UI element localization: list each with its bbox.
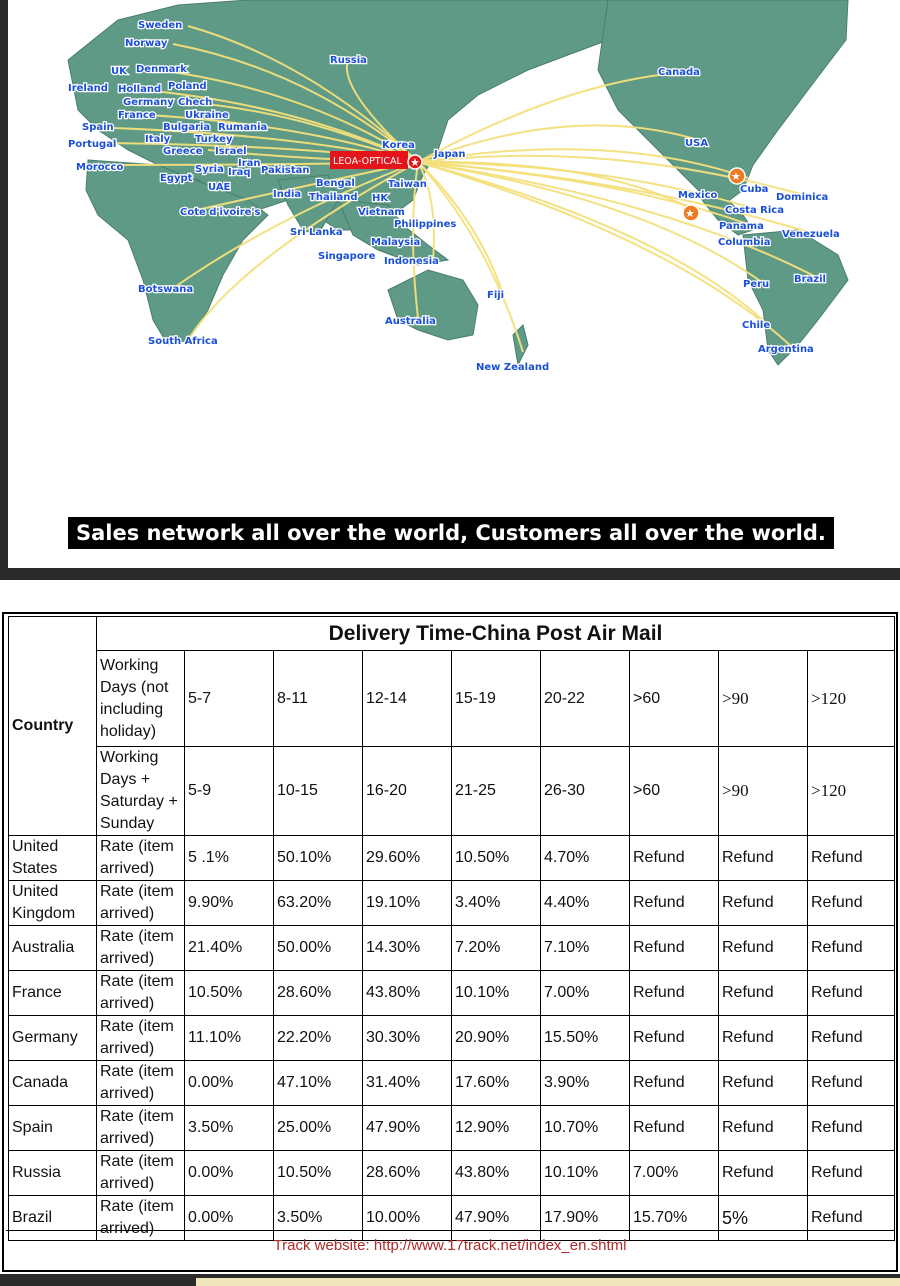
bottom-accent bbox=[196, 1278, 900, 1286]
rate-cell: 10.50% bbox=[185, 971, 274, 1016]
rate-cell: Refund bbox=[630, 926, 719, 971]
place-label: USA bbox=[685, 138, 709, 149]
rate-cell: Refund bbox=[719, 1106, 808, 1151]
rate-cell: 10.50% bbox=[274, 1151, 363, 1196]
warehouse-star-glyph: ★ bbox=[731, 170, 741, 183]
place-label: Pakistan bbox=[261, 165, 310, 176]
north-america-land bbox=[598, 0, 848, 205]
rate-cell: 50.00% bbox=[274, 926, 363, 971]
warehouse-star-glyph: ★ bbox=[685, 207, 695, 220]
place-label: Norway bbox=[125, 38, 168, 49]
place-label: Malaysia bbox=[371, 237, 421, 248]
right-margin bbox=[884, 0, 900, 568]
place-label: HK bbox=[372, 193, 389, 204]
rate-cell: 4.40% bbox=[541, 881, 630, 926]
place-label: Syria bbox=[195, 164, 224, 175]
place-label: Morocco bbox=[76, 162, 124, 173]
place-label: India bbox=[273, 189, 302, 200]
rate-cell: 43.80% bbox=[363, 971, 452, 1016]
brand-label: LEOA-OPTICAL bbox=[333, 156, 402, 167]
rate-cell: 7.10% bbox=[541, 926, 630, 971]
rate-cell: 4.70% bbox=[541, 836, 630, 881]
place-label: UK bbox=[111, 66, 127, 77]
rate-cell: 15.50% bbox=[541, 1016, 630, 1061]
rate-cell: Refund bbox=[719, 1151, 808, 1196]
rate-cell: Refund bbox=[719, 926, 808, 971]
days-cell: >90 bbox=[719, 747, 808, 836]
place-label: Fiji bbox=[487, 290, 505, 301]
table-row bbox=[9, 971, 895, 1016]
rate-cell: Refund bbox=[719, 881, 808, 926]
delivery-time-table bbox=[8, 616, 895, 1241]
rate-cell: Refund bbox=[808, 1196, 895, 1241]
days-cell: >60 bbox=[630, 747, 719, 836]
rate-cell: 7.00% bbox=[630, 1151, 719, 1196]
rate-cell: Refund bbox=[630, 1061, 719, 1106]
place-label: Brazil bbox=[794, 274, 826, 285]
days-cell: 26-30 bbox=[541, 747, 630, 836]
place-label: Botswana bbox=[138, 284, 194, 295]
rate-cell: Refund bbox=[808, 881, 895, 926]
rate-cell: Refund bbox=[630, 836, 719, 881]
days-cell: 5-7 bbox=[185, 651, 274, 747]
place-label: Singapore bbox=[318, 251, 376, 262]
place-label: Spain bbox=[82, 122, 114, 133]
place-label: Sweden bbox=[138, 20, 183, 31]
place-label: Turkey bbox=[195, 134, 233, 145]
rate-cell: 9.90% bbox=[185, 881, 274, 926]
rate-label-cell: Rate (item arrived) bbox=[97, 971, 185, 1016]
rate-cell: 50.10% bbox=[274, 836, 363, 881]
days-cell: 21-25 bbox=[452, 747, 541, 836]
days-cell: 10-15 bbox=[274, 747, 363, 836]
caption-banner: Sales network all over the world, Customers all over the world. bbox=[68, 517, 834, 549]
rate-cell: 3.50% bbox=[274, 1196, 363, 1241]
rate-cell: 21.40% bbox=[185, 926, 274, 971]
rate-cell: Refund bbox=[808, 926, 895, 971]
days-cell: 12-14 bbox=[363, 651, 452, 747]
rate-cell: 7.00% bbox=[541, 971, 630, 1016]
place-label: Cote d'ivoire's bbox=[180, 207, 261, 218]
place-label: Vietnam bbox=[358, 207, 405, 218]
place-label: Bengal bbox=[316, 178, 355, 189]
days-cell: 8-11 bbox=[274, 651, 363, 747]
rate-cell: 5% bbox=[719, 1196, 808, 1241]
place-label: Indonesia bbox=[384, 256, 439, 267]
rate-label-cell: Rate (item arrived) bbox=[97, 1061, 185, 1106]
table-row bbox=[9, 881, 895, 926]
place-label: Bulgaria bbox=[163, 122, 211, 133]
place-label: Canada bbox=[658, 67, 700, 78]
place-label: Panama bbox=[719, 221, 764, 232]
rate-label-cell: Rate (item arrived) bbox=[97, 836, 185, 881]
rate-cell: Refund bbox=[630, 1106, 719, 1151]
australia-land bbox=[388, 270, 478, 340]
rate-cell: 25.00% bbox=[274, 1106, 363, 1151]
world-map-panel bbox=[8, 0, 884, 568]
days-cell: >120 bbox=[808, 651, 895, 747]
rate-cell: 10.70% bbox=[541, 1106, 630, 1151]
section-gap bbox=[0, 580, 900, 612]
country-cell: United States bbox=[9, 836, 97, 881]
hub-star-glyph: ★ bbox=[410, 156, 420, 169]
rate-cell: 10.10% bbox=[541, 1151, 630, 1196]
place-label: Sri Lanka bbox=[290, 227, 343, 238]
place-label: Egypt bbox=[160, 173, 193, 184]
world-map bbox=[8, 0, 884, 568]
place-label: Cuba bbox=[740, 184, 769, 195]
rate-label-cell: Rate (item arrived) bbox=[97, 1016, 185, 1061]
rate-cell: 43.80% bbox=[452, 1151, 541, 1196]
track-divider bbox=[6, 1230, 894, 1231]
table-row bbox=[9, 1196, 895, 1241]
country-cell: Russia bbox=[9, 1151, 97, 1196]
rate-cell: 10.00% bbox=[363, 1196, 452, 1241]
rate-cell: 30.30% bbox=[363, 1016, 452, 1061]
place-label: Japan bbox=[434, 149, 466, 160]
table-row bbox=[9, 836, 895, 881]
place-label: Germany bbox=[123, 97, 174, 108]
rate-cell: 29.60% bbox=[363, 836, 452, 881]
place-label: Venezuela bbox=[782, 229, 840, 240]
table-row bbox=[9, 1106, 895, 1151]
rate-label-cell: Rate (item arrived) bbox=[97, 881, 185, 926]
country-cell: France bbox=[9, 971, 97, 1016]
rate-cell: 19.10% bbox=[363, 881, 452, 926]
rate-cell: 3.50% bbox=[185, 1106, 274, 1151]
place-label: Portugal bbox=[68, 139, 117, 150]
rate-label-cell: Rate (item arrived) bbox=[97, 1196, 185, 1241]
country-cell: Brazil bbox=[9, 1196, 97, 1241]
place-label: Argentina bbox=[758, 344, 814, 355]
place-label: Chile bbox=[742, 320, 771, 331]
place-label: Australia bbox=[385, 316, 436, 327]
place-label: Russia bbox=[330, 55, 367, 66]
country-header: Country bbox=[9, 617, 97, 836]
rate-cell: 47.90% bbox=[363, 1106, 452, 1151]
days-cell: >120 bbox=[808, 747, 895, 836]
rate-cell: 17.60% bbox=[452, 1061, 541, 1106]
days-cell: 16-20 bbox=[363, 747, 452, 836]
rate-cell: Refund bbox=[719, 1016, 808, 1061]
rate-cell: 17.90% bbox=[541, 1196, 630, 1241]
place-label: New Zealand bbox=[476, 362, 550, 373]
rate-cell: 22.20% bbox=[274, 1016, 363, 1061]
days-cell: >90 bbox=[719, 651, 808, 747]
rate-cell: 3.90% bbox=[541, 1061, 630, 1106]
rate-cell: 10.50% bbox=[452, 836, 541, 881]
rate-cell: 14.30% bbox=[363, 926, 452, 971]
place-label: Mexico bbox=[678, 190, 718, 201]
place-label: Iraq bbox=[228, 167, 251, 178]
rate-cell: 10.10% bbox=[452, 971, 541, 1016]
working-days-header: Working Days (not including holiday) bbox=[97, 651, 185, 747]
place-label: Ireland bbox=[68, 83, 108, 94]
rate-cell: Refund bbox=[808, 1106, 895, 1151]
place-label: Italy bbox=[145, 134, 171, 145]
days-cell: 20-22 bbox=[541, 651, 630, 747]
table-row bbox=[9, 1061, 895, 1106]
table-row bbox=[9, 1151, 895, 1196]
country-cell: Canada bbox=[9, 1061, 97, 1106]
place-label: Ukraine bbox=[185, 110, 229, 121]
rate-cell: 12.90% bbox=[452, 1106, 541, 1151]
rate-cell: 63.20% bbox=[274, 881, 363, 926]
table-title: Delivery Time-China Post Air Mail bbox=[97, 617, 895, 651]
country-rows bbox=[9, 836, 895, 1241]
place-label: Denmark bbox=[136, 64, 187, 75]
calendar-days-header: Working Days + Saturday + Sunday bbox=[97, 747, 185, 836]
place-label: Peru bbox=[743, 279, 770, 290]
bottom-bar bbox=[0, 1274, 900, 1286]
rate-cell: 15.70% bbox=[630, 1196, 719, 1241]
country-cell: Germany bbox=[9, 1016, 97, 1061]
rate-cell: 3.40% bbox=[452, 881, 541, 926]
place-label: France bbox=[118, 110, 156, 121]
rate-label-cell: Rate (item arrived) bbox=[97, 1106, 185, 1151]
place-label: Columbia bbox=[718, 237, 771, 248]
place-label: Greece bbox=[163, 146, 203, 157]
delivery-table-panel bbox=[2, 612, 898, 1272]
country-cell: Spain bbox=[9, 1106, 97, 1151]
rate-cell: Refund bbox=[630, 881, 719, 926]
days-cell: 15-19 bbox=[452, 651, 541, 747]
place-label: Philippines bbox=[394, 219, 457, 230]
place-label: South Africa bbox=[148, 336, 218, 347]
rate-cell: Refund bbox=[719, 971, 808, 1016]
place-label: Rumania bbox=[218, 122, 268, 133]
rate-cell: Refund bbox=[808, 1151, 895, 1196]
rate-cell: Refund bbox=[808, 836, 895, 881]
place-label: Israel bbox=[215, 146, 247, 157]
country-cell: United Kingdom bbox=[9, 881, 97, 926]
place-label: Poland bbox=[168, 81, 207, 92]
rate-cell: 0.00% bbox=[185, 1151, 274, 1196]
place-label: Thailand bbox=[309, 192, 358, 203]
rate-cell: Refund bbox=[719, 836, 808, 881]
rate-cell: Refund bbox=[630, 971, 719, 1016]
rate-cell: 28.60% bbox=[363, 1151, 452, 1196]
rate-cell: Refund bbox=[719, 1061, 808, 1106]
track-website-text: Track website: http://www.17track.net/index_en.shtml bbox=[273, 1237, 627, 1254]
rate-cell: 5 .1% bbox=[185, 836, 274, 881]
place-label: Dominica bbox=[776, 192, 829, 203]
rate-cell: 47.10% bbox=[274, 1061, 363, 1106]
rate-cell: 47.90% bbox=[452, 1196, 541, 1241]
place-label: Iran bbox=[238, 158, 261, 169]
rate-cell: 0.00% bbox=[185, 1061, 274, 1106]
rate-cell: Refund bbox=[808, 971, 895, 1016]
rate-cell: Refund bbox=[630, 1016, 719, 1061]
days-cell: 5-9 bbox=[185, 747, 274, 836]
rate-cell: 11.10% bbox=[185, 1016, 274, 1061]
rate-cell: Refund bbox=[808, 1061, 895, 1106]
rate-cell: 20.90% bbox=[452, 1016, 541, 1061]
rate-cell: 28.60% bbox=[274, 971, 363, 1016]
table-row bbox=[9, 1016, 895, 1061]
rate-cell: 31.40% bbox=[363, 1061, 452, 1106]
rate-cell: 0.00% bbox=[185, 1196, 274, 1241]
place-label: Holland bbox=[118, 84, 162, 95]
place-label: Chech bbox=[178, 97, 213, 108]
table-row bbox=[9, 926, 895, 971]
country-cell: Australia bbox=[9, 926, 97, 971]
rate-label-cell: Rate (item arrived) bbox=[97, 1151, 185, 1196]
place-label: Korea bbox=[382, 140, 415, 151]
place-label: Taiwan bbox=[388, 179, 427, 190]
rate-cell: Refund bbox=[808, 1016, 895, 1061]
days-cell: >60 bbox=[630, 651, 719, 747]
rate-label-cell: Rate (item arrived) bbox=[97, 926, 185, 971]
place-label: Costa Rica bbox=[725, 205, 784, 216]
place-label: UAE bbox=[208, 182, 231, 193]
rate-cell: 7.20% bbox=[452, 926, 541, 971]
